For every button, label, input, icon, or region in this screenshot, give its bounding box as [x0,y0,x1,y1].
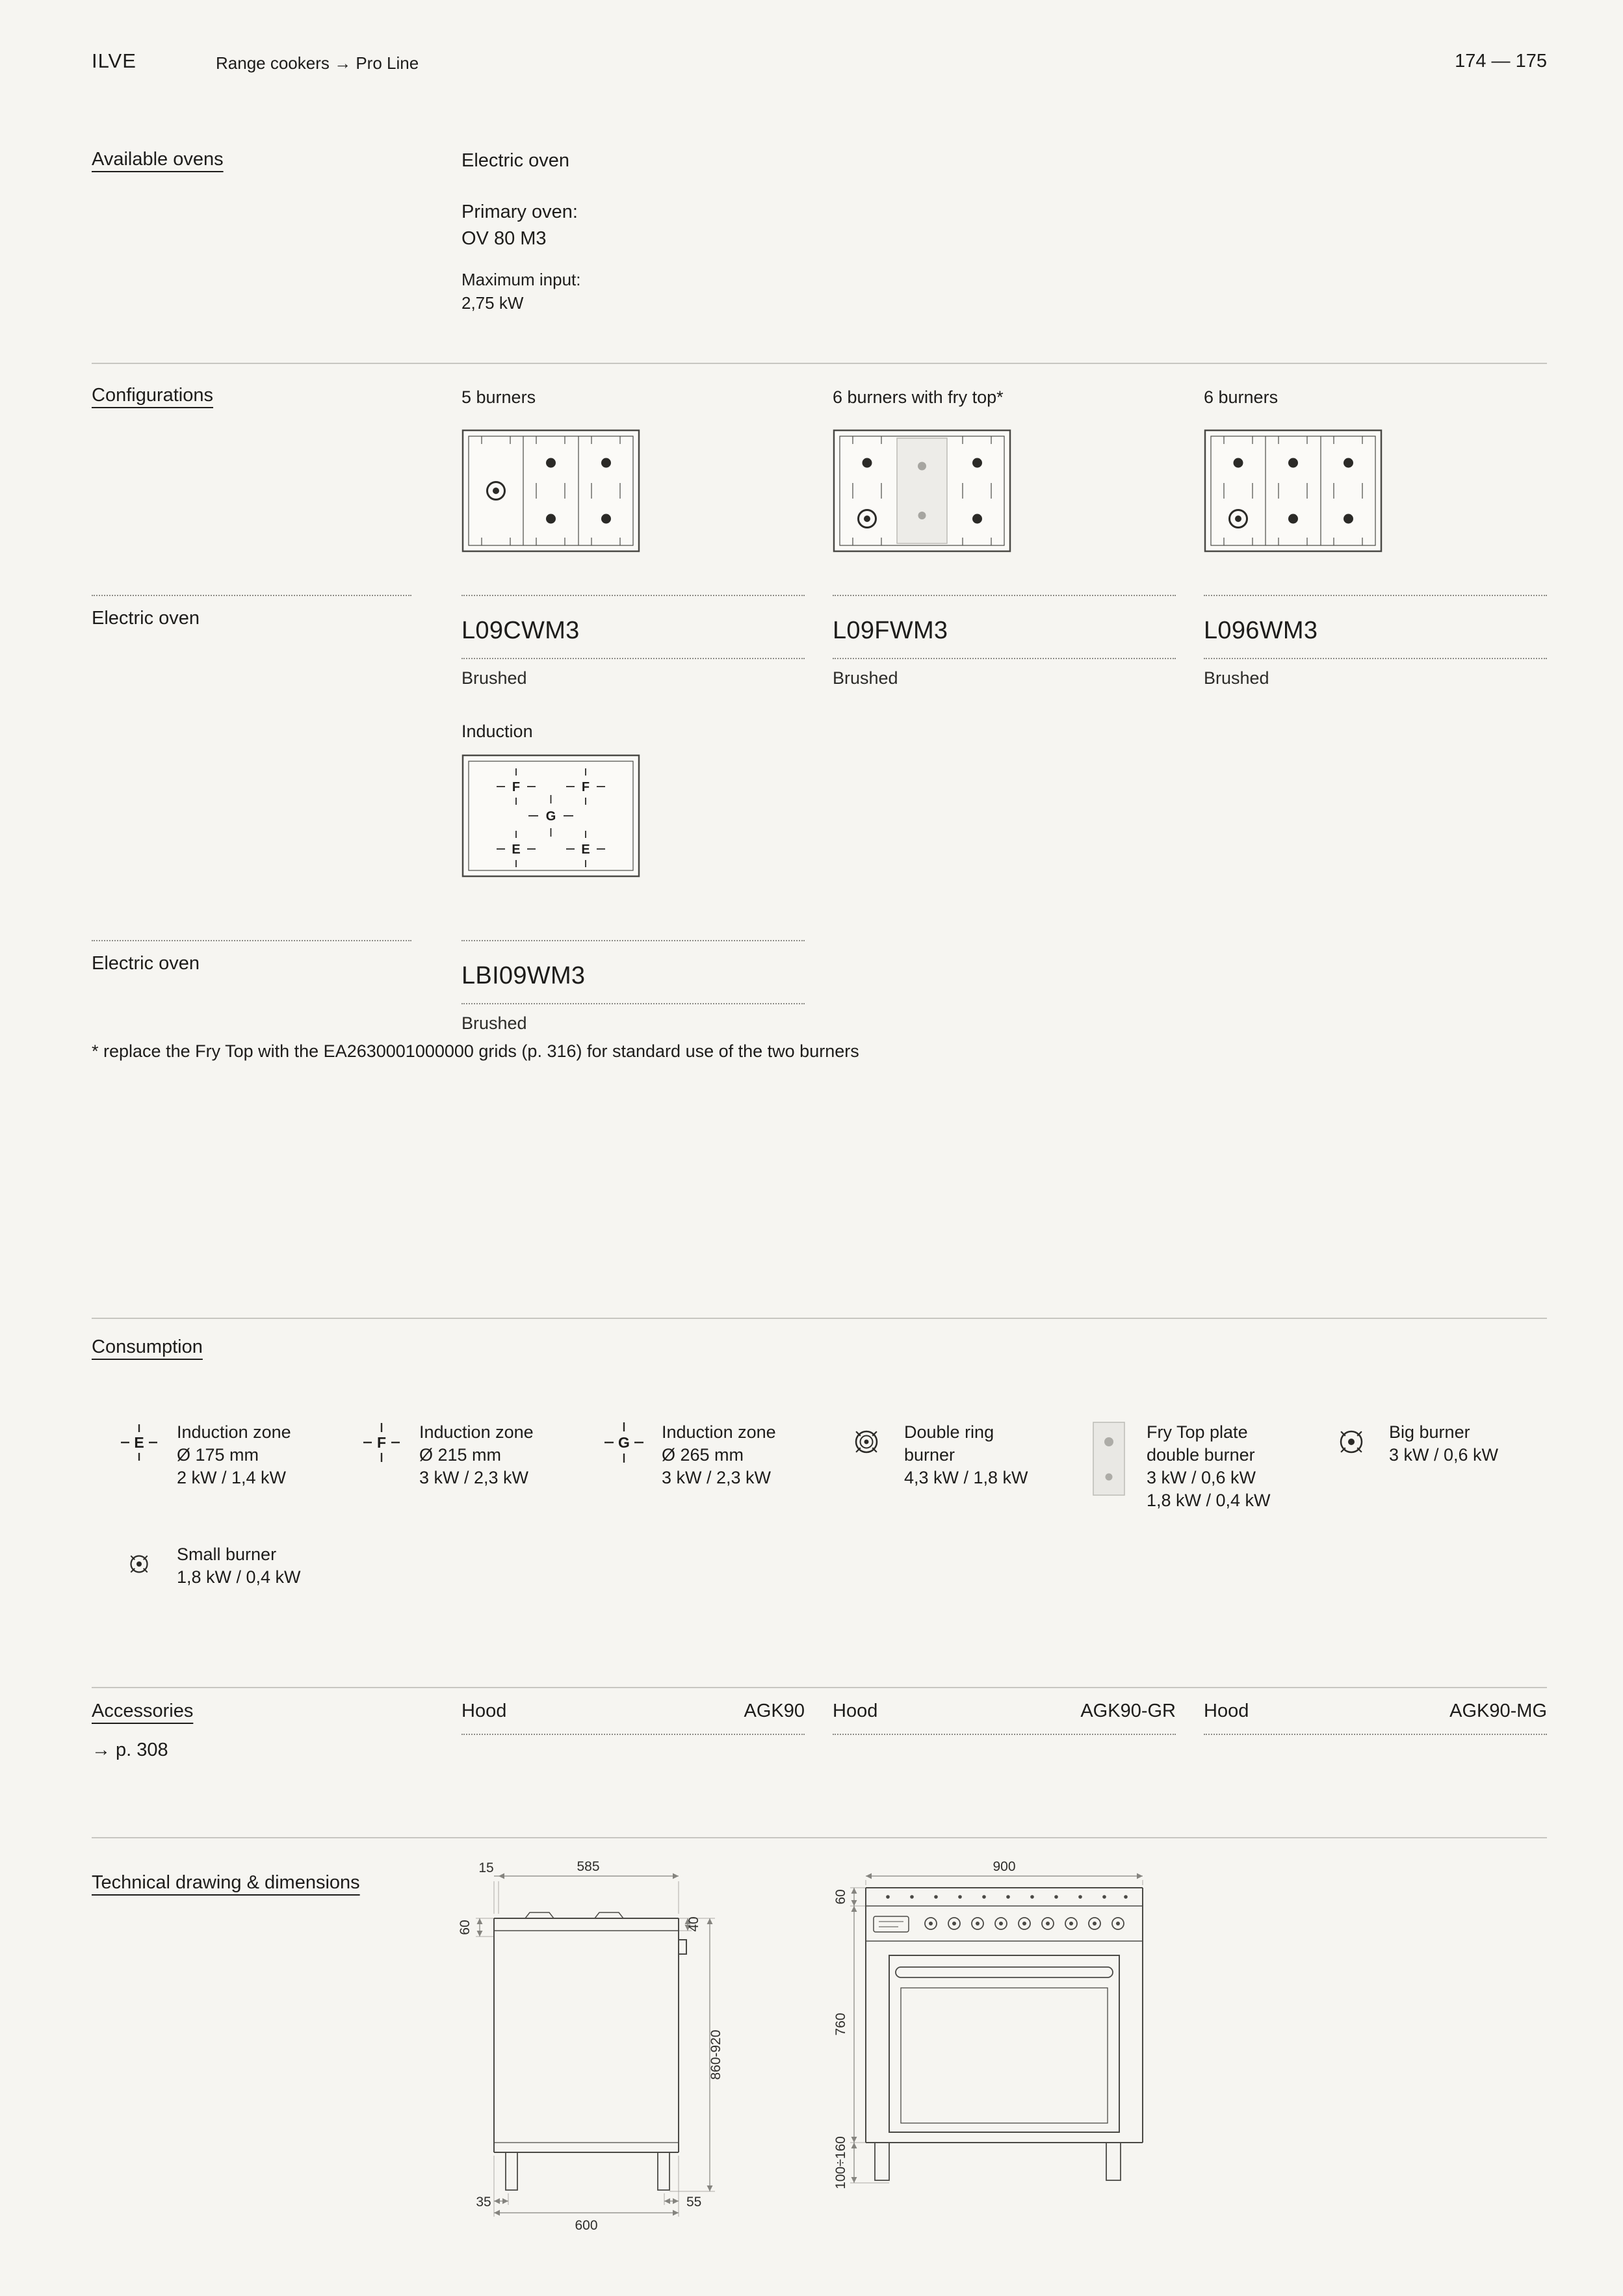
dim-hob-height: 60 [833,1889,848,1905]
section-divider [92,1837,1547,1838]
model-cell [461,595,805,688]
maximum-input-label: Maximum input: [461,270,581,290]
induction-zone-letter: E [581,842,590,857]
induction-config-label: Induction [461,722,533,741]
accessory-row [461,1701,805,1735]
svg-text:G: G [618,1434,630,1451]
config-label: 6 burners [1204,387,1279,407]
accessory-label: Hood [1204,1701,1249,1721]
svg-text:E: E [134,1434,144,1451]
section-divider [92,1687,1547,1688]
dim-rear-offset: 55 [686,2195,702,2210]
small-burner-icon [118,1543,160,1588]
accessory-label: Hood [461,1701,507,1721]
model-cell [833,595,1176,688]
double-ring-burner-icon [846,1421,887,1466]
model-finish: Brushed [461,1013,527,1033]
accessory-model: AGK90 [744,1701,805,1721]
config-label: 5 burners [461,387,536,407]
legend-line: Small burner [177,1545,277,1564]
induction-zone-letter: E [512,842,521,857]
dim-hob-depth: 585 [577,1859,600,1874]
legend-line: double burner [1147,1445,1255,1465]
dim-top-height: 60 [458,1920,473,1935]
model-cell [461,940,805,1034]
fry-top-plate-icon [1088,1421,1130,1501]
model-finish: Brushed [461,668,527,688]
legend-line: Ø 215 mm [419,1445,502,1465]
consumption-item [603,1421,838,1489]
induction-zone-f-icon [361,1421,402,1466]
technical-front-view [832,1857,1163,2243]
available-ovens-heading: Available ovens [92,149,224,170]
model-name: L09FWM3 [833,607,1176,659]
induction-zone-letter: F [581,780,590,794]
model-name: LBI09WM3 [461,952,805,1004]
induction-zone-letter: G [545,809,556,824]
technical-heading: Technical drawing & dimensions [92,1872,360,1893]
legend-line: Ø 265 mm [662,1445,744,1465]
cooktop-diagram-6-burners-fry-top [833,429,1011,556]
model-cell [1204,595,1547,688]
accessory-row [833,1701,1176,1735]
accessory-label: Hood [833,1701,878,1721]
dim-hob-thickness: 40 [686,1916,701,1932]
dim-width: 900 [993,1859,1016,1874]
consumption-item [1331,1421,1566,1467]
legend-line: 2 kW / 1,4 kW [177,1468,287,1487]
legend-line: burner [904,1445,955,1465]
technical-side-view [448,1857,728,2243]
accessory-model: AGK90-MG [1449,1701,1547,1721]
consumption-item [846,1421,1081,1489]
model-finish: Brushed [1204,668,1269,688]
dim-back-offset: 15 [478,1860,494,1875]
maximum-input-value: 2,75 kW [461,293,524,313]
legend-line: 1,8 kW / 0,4 kW [1147,1491,1271,1510]
section-divider [92,1318,1547,1319]
row-label-electric-oven: Electric oven [92,940,411,976]
legend-line: Ø 175 mm [177,1445,259,1465]
model-name: L09CWM3 [461,607,805,659]
legend-line: 3 kW / 0,6 kW [1389,1445,1499,1465]
accessory-row [1204,1701,1547,1735]
consumption-heading: Consumption [92,1337,203,1357]
induction-zone-g-icon [603,1421,645,1466]
legend-line: Induction zone [419,1422,534,1442]
fry-top-footnote: * replace the Fry Top with the EA2630001000000 grids (p. 316) for standard use of the two burners [92,1041,859,1061]
oven-type: Electric oven [461,150,570,171]
brand-logo: ILVE [92,49,136,72]
model-finish: Brushed [833,668,898,688]
legend-line: Induction zone [662,1422,776,1442]
dim-overall-height: 860-920 [708,2029,723,2080]
legend-line: 3 kW / 2,3 kW [662,1468,772,1487]
consumption-item [361,1421,596,1489]
consumption-item [118,1421,354,1489]
config-label: 6 burners with fry top* [833,387,1004,407]
accessories-heading: Accessories [92,1701,194,1721]
dim-body-height: 760 [833,2013,848,2036]
cooktop-diagram-5-burners [461,429,640,556]
consumption-item [1088,1421,1323,1512]
legend-line: Fry Top plate [1147,1422,1248,1442]
section-divider [92,363,1547,364]
available-ovens-details [461,149,805,315]
legend-line: 3 kW / 0,6 kW [1147,1468,1256,1487]
accessories-page-ref[interactable]: → p. 308 [92,1740,168,1760]
induction-cooktop-diagram [461,754,640,881]
row-label-electric-oven: Electric oven [92,595,411,631]
dim-leg-height: 100÷160 [833,2136,848,2189]
page-numbers: 174 — 175 [1455,51,1547,72]
cooktop-diagram-6-burners [1204,429,1383,556]
dim-front-leg-offset: 35 [476,2195,491,2210]
legend-line: 3 kW / 2,3 kW [419,1468,529,1487]
primary-oven-label: Primary oven: [461,202,578,223]
primary-oven-value: OV 80 M3 [461,228,547,250]
dim-depth: 600 [575,2218,598,2233]
legend-line: Induction zone [177,1422,291,1442]
legend-line: Double ring [904,1422,994,1442]
induction-zone-e-icon [118,1421,160,1466]
big-burner-icon [1331,1421,1372,1466]
induction-zone-letter: F [512,780,521,794]
legend-line: 4,3 kW / 1,8 kW [904,1468,1028,1487]
legend-line: Big burner [1389,1422,1470,1442]
legend-line: 1,8 kW / 0,4 kW [177,1567,301,1587]
breadcrumb[interactable]: Range cookers → Pro Line [216,53,419,73]
svg-text:F: F [376,1434,387,1451]
consumption-item [118,1543,354,1589]
accessory-model: AGK90-GR [1080,1701,1176,1721]
configurations-heading: Configurations [92,385,213,406]
model-name: L096WM3 [1204,607,1547,659]
